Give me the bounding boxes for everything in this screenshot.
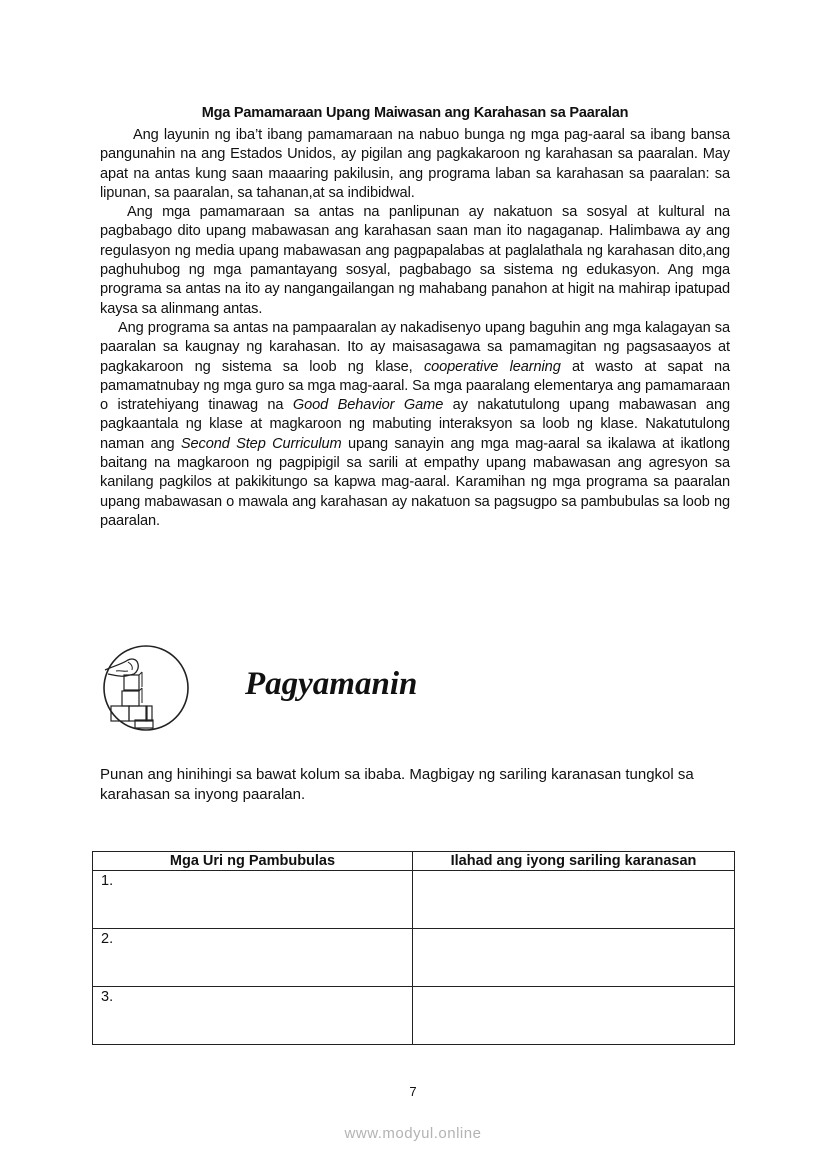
term-cooperative-learning: cooperative learning	[423, 358, 561, 375]
table-row	[93, 987, 735, 1045]
bullying-type-cell-3[interactable]: 3.	[93, 987, 413, 1045]
paragraph-3-part-b: at wasto at sapat na pamamatnubay ng mga guro sa mga mag-aaral. Sa mga paaralang elementarya ang pamamaraan o istratehiyang tinawag na	[100, 358, 730, 414]
paragraph-3	[100, 319, 730, 531]
table-row	[93, 929, 735, 987]
watermark: www.modyul.online	[344, 1125, 482, 1142]
column-header-bullying-types: Mga Uri ng Pambubulas	[93, 852, 413, 871]
activity-table	[92, 851, 735, 1045]
paragraph-2: Ang mga pamamaraan sa antas na panlipunan ay nakatuon sa sosyal at kultural na pagbabago dito upang mabawasan ang karahasan saan man ito nagaganap. Halimbawa ay ang regulasyon ng media upang mabawasan ang pagpapalabas at paglalathala ng karahasan dito,ang paghuhubog ng mga pamantayang sosyal, pagbabago sa sistema ng edukasyon. Ang mga programa sa antas na ito ay nangangailangan ng mahabang panahon at higit na mahirap ipatupad kaysa sa alinmang antas.	[100, 204, 730, 317]
bullying-type-cell-1[interactable]: 1.	[93, 871, 413, 929]
table-row	[93, 871, 735, 929]
body-text	[100, 126, 730, 531]
term-second-step-curriculum: Second Step Curriculum	[180, 435, 342, 452]
activity-instructions: Punan ang hinihingi sa bawat kolum sa ibaba. Magbigay ng sariling karanasan tungkol sa karahasan sa inyong paaralan.	[100, 766, 694, 803]
paragraph-3-part-a: Ang programa sa antas na pampaaralan ay nakadisenyo upang baguhin ang mga kalagayan sa paaralan sa kaugnay ng karahasan. Ito ay maisasagawa sa pamamagitan ng pagsasaayos at pagkakaroon ng sistema sa loob ng klase,	[100, 319, 730, 375]
table-header-row	[93, 852, 735, 871]
column-header-own-experience: Ilahad ang iyong sariling karanasan	[413, 852, 735, 871]
page-title: Mga Pamamaraan Upang Maiwasan ang Karahasan sa Paaralan	[201, 105, 629, 121]
experience-cell-3[interactable]	[413, 987, 735, 1045]
paragraph-3-part-c: ay nakatutulong upang mabawasan ang pagkaantala ng klase at magkaroon ng mabuting interaksyon sa loob ng klase. Nakatutulong naman ang	[100, 397, 730, 452]
bullying-type-cell-2[interactable]: 2.	[93, 929, 413, 987]
term-good-behavior-game: Good Behavior Game	[292, 397, 444, 414]
paragraph-3-part-d: upang sanayin ang mga mag-aaral sa ikalawa at ikatlong baitang na magkaroon ng pagpipigil sa sarili at empathy upang mabawasan ang agresyon sa kanilang pagkilos at pakikitungo sa kapwa mag-aaral. Karamihan ng mga programa sa paaralan upang mabawasan o mawala ang karahasan ay nakatuon sa pagsugpo sa pambubulas sa loob ng paaralan.	[100, 435, 730, 529]
experience-cell-2[interactable]	[413, 929, 735, 987]
section-header	[102, 644, 502, 734]
section-title: Pagyamanin	[245, 666, 418, 702]
paragraph-1: Ang layunin ng iba’t ibang pamamaraan na nabuo bunga ng mga pag-aaral sa ibang bansa pangunahin na ang Estados Unidos, ay pigilan ang pagkakaroon ng karahasan sa paaralan. May apat na antas kung saan maaaring pakilusin, ang programa laban sa karahasan sa paaralan: sa lipunan, sa paaralan, sa tahanan,at sa indibidwal.	[100, 127, 730, 201]
page-number: 7	[409, 1084, 417, 1099]
experience-cell-1[interactable]	[413, 871, 735, 929]
hand-stacking-blocks-icon	[102, 644, 190, 732]
